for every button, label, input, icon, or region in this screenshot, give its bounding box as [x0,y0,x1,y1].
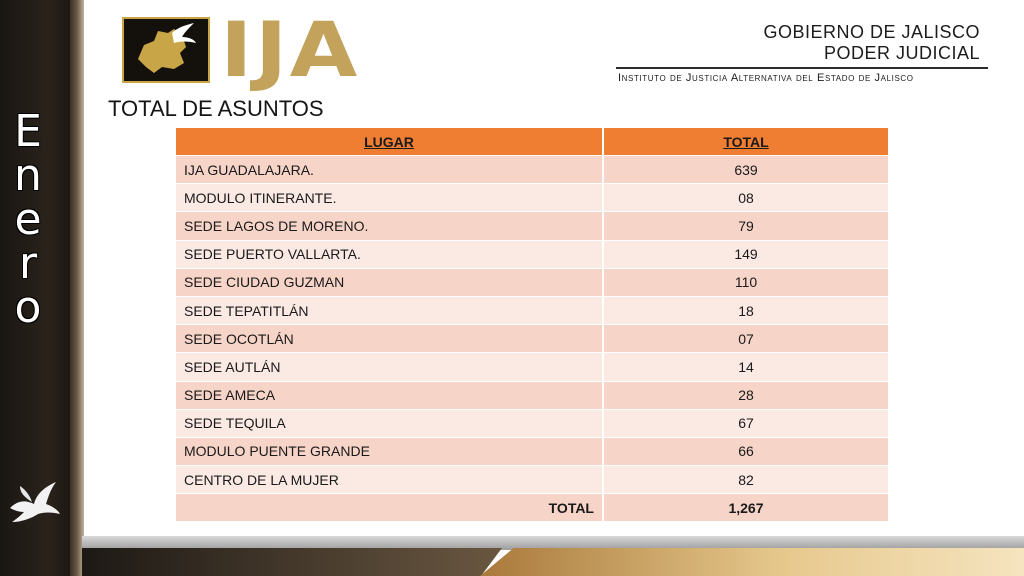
judicial-power-name: PODER JUDICIAL [823,43,980,63]
column-header-lugar: LUGAR [176,128,603,156]
cell-total: 28 [603,381,888,409]
table-row [176,353,888,381]
total-value: 1,267 [603,494,888,522]
cell-lugar: SEDE AUTLÁN [176,353,603,381]
government-name: GOBIERNO DE JALISCO [763,22,980,42]
cell-total: 67 [603,409,888,437]
header-divider [616,67,988,69]
column-header-total: TOTAL [603,128,888,156]
cell-total: 07 [603,325,888,353]
cell-lugar: SEDE TEPATITLÁN [176,296,603,324]
cell-total: 149 [603,240,888,268]
cell-total: 110 [603,268,888,296]
cell-total: 66 [603,437,888,465]
month-letter: r [18,238,38,289]
dove-icon [6,478,62,526]
month-label [8,106,48,333]
cell-lugar: SEDE LAGOS DE MORENO. [176,212,603,240]
cell-lugar: MODULO PUENTE GRANDE [176,437,603,465]
footer-band-gold [480,548,1024,576]
cell-lugar: SEDE CIUDAD GUZMAN [176,268,603,296]
table-header-row [176,128,888,156]
totals-table [176,128,888,521]
institute-name: Instituto de Justicia Alternativa del Estado de Jalisco [618,72,914,84]
cell-lugar: SEDE TEQUILA [176,409,603,437]
table-row [176,240,888,268]
cell-lugar: SEDE AMECA [176,381,603,409]
cell-total: 18 [603,296,888,324]
table-row [176,325,888,353]
table-row [176,212,888,240]
table-row [176,437,888,465]
cell-total: 08 [603,184,888,212]
month-letter: E [14,106,42,157]
month-letter: e [14,194,42,245]
table-row [176,156,888,184]
table-row [176,296,888,324]
footer-band-dark [82,548,502,576]
cell-total: 79 [603,212,888,240]
cell-lugar: MODULO ITINERANTE. [176,184,603,212]
total-label: TOTAL [176,494,603,522]
cell-lugar: CENTRO DE LA MUJER [176,466,603,494]
month-letter: n [14,150,42,201]
page-title: TOTAL DE ASUNTOS [108,96,324,121]
ija-emblem [122,17,210,83]
cell-lugar: IJA GUADALAJARA. [176,156,603,184]
cell-lugar: SEDE OCOTLÁN [176,325,603,353]
cell-lugar: SEDE PUERTO VALLARTA. [176,240,603,268]
total-row [176,494,888,522]
footer-band-grey [82,536,1024,550]
ija-logo-text: IJA [220,5,360,94]
table-row [176,381,888,409]
cell-total: 82 [603,466,888,494]
month-letter: o [14,282,42,333]
table-row [176,268,888,296]
table-row [176,466,888,494]
cell-total: 14 [603,353,888,381]
table-row [176,409,888,437]
jalisco-map-icon [124,19,208,81]
cell-total: 639 [603,156,888,184]
table-row [176,184,888,212]
sidebar-curve [70,0,84,576]
